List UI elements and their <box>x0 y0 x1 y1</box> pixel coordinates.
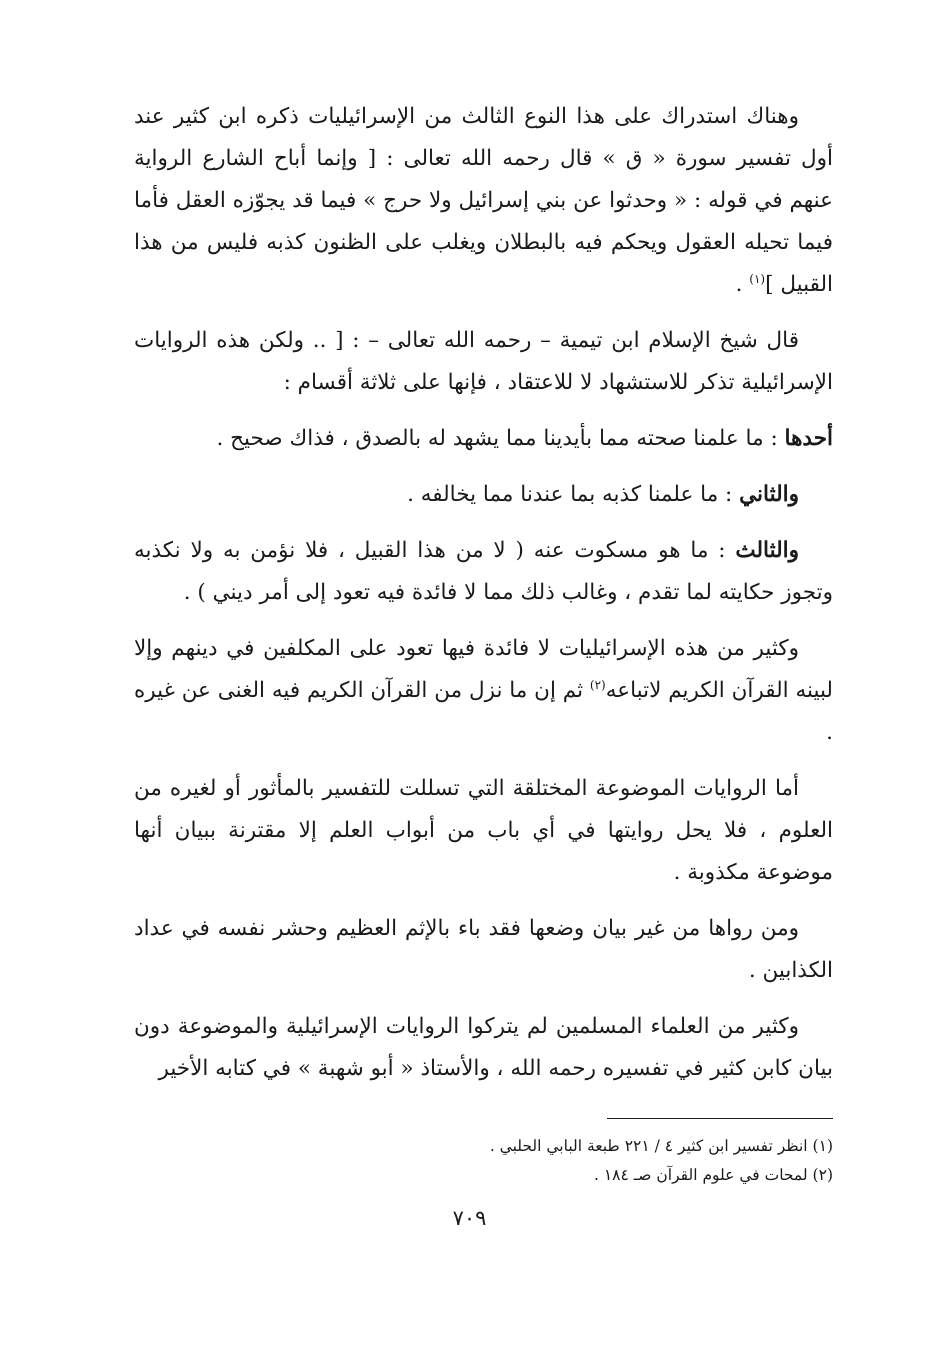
paragraph-6: وكثير من هذه الإسرائيليات لا فائدة فيها تعود على المكلفين في دينهم وإلا لبينه القرآن الكريم لاتباعه$^{(٢)}$ ثم إن ما نزل من القرآن الكريم فيه الغنى عن غيره . <box>134 636 833 745</box>
footnote-ref-2: (٢) <box>589 677 606 692</box>
paragraph-7: أما الروايات الموضوعة المختلقة التي تسللت للتفسير بالمأثور أو لغيره من العلوم ، فلا يحل روايتها في أي باب من أبواب العلم إلا مقترنة ببيان أنها موضوعة مكذوبة . <box>134 776 833 885</box>
lead-word: والثالث <box>735 538 799 563</box>
paragraph-8: ومن رواها من غير بيان وضعها فقد باء بالإثم العظيم وحشر نفسه في عداد الكذابين . <box>134 916 833 983</box>
footnote-ref-1: (١) <box>749 271 766 286</box>
paragraph-5: والثالث : ما هو مسكوت عنه ( لا من هذا القبيل ، فلا نؤمن به ولا نكذبه وتجوز حكايته لما تقدم ، وغالب ذلك مما لا فائدة فيه تعود إلى أمر ديني ) . <box>134 538 833 605</box>
paragraph-1: وهناك استدراك على هذا النوع الثالث من الإسرائيليات ذكره ابن كثير عند أول تفسير سورة « ق » قال رحمه الله تعالى : [ وإنما أباح الشارع الرواية عنهم في قوله : « وحدثوا عن بني إسرائيل ولا حرج » فيما قد يجوّزه العقل فأما فيما تحيله العقول ويحكم فيه بالبطلان ويغلب على الظنون كذبه فليس من هذا القبيل ]$^{(١)}$ . <box>134 104 833 297</box>
footnotes <box>134 1132 833 1190</box>
paragraph-3: أحدها : ما علمنا صحته مما بأيدينا مما يشهد له بالصدق ، فذاك صحيح . <box>216 426 833 451</box>
footnote-divider <box>607 1118 833 1119</box>
lead-word: والثاني <box>739 482 799 507</box>
paragraph-9: وكثير من العلماء المسلمين لم يتركوا الروايات الإسرائيلية والموضوعة دون بيان كابن كثير في تفسيره رحمه الله ، والأستاذ « أبو شهبة » في كتابه الأخير <box>134 1014 833 1081</box>
paragraph-2: قال شيخ الإسلام ابن تيمية – رحمه الله تعالى – : [ .. ولكن هذه الروايات الإسرائيلية تذكر للاستشهاد لا للاعتقاد ، فإنها على ثلاثة أقسام : <box>134 328 833 395</box>
lead-word: أحدها <box>784 426 833 451</box>
page-number: ٧٠٩ <box>452 1206 487 1230</box>
footnote-1: (١) انظر تفسير ابن كثير ٤ / ٢٢١ طبعة البابي الحلبي . <box>489 1137 833 1155</box>
footnote-2: (٢) لمحات في علوم القرآن صـ ١٨٤ . <box>594 1166 833 1184</box>
paragraph-4: والثاني : ما علمنا كذبه بما عندنا مما يخالفه . <box>407 482 799 507</box>
body-text <box>134 96 833 1104</box>
